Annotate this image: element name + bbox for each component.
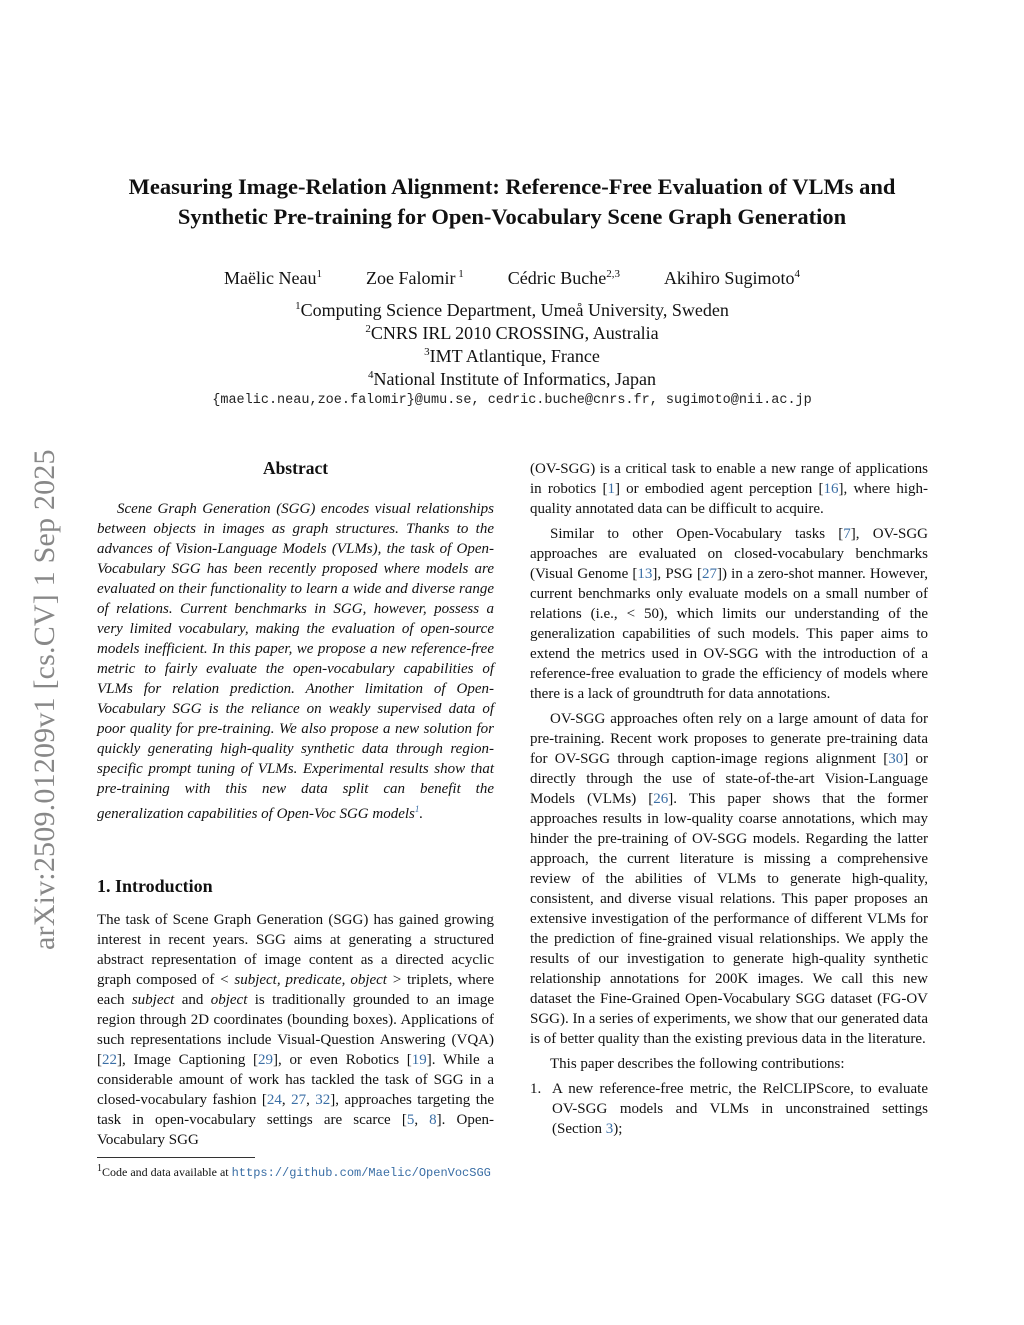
paragraph: Similar to other Open-Vocabulary tasks [7], OV-SGG approaches are evaluated on closed-vocabulary benchmarks (Visual Genome [13], PSG [27]) in a zero-shot manner. However, current benchmarks only evaluate models on a small number of relations (i.e., < 50), which limits our understanding of the generalization capabilities of such models. This paper aims to extend the metrics used in OV-SGG with the introduction of a reference-free evaluation to grade the efficiency of models where there is a lack of groundtruth for data annotations.: [530, 526, 928, 702]
paragraph: This paper describes the following contributions:: [550, 1056, 845, 1072]
citation-link[interactable]: 30: [888, 751, 904, 767]
section-link[interactable]: 3: [605, 1121, 614, 1137]
citation-link[interactable]: 27: [291, 1092, 307, 1108]
citation-link[interactable]: 8: [429, 1112, 437, 1128]
footnote-ref[interactable]: 1: [414, 804, 420, 814]
abstract-body: Scene Graph Generation (SGG) encodes visual relationships between objects in images as graph structures. Thanks to the advances of Vision-Language Models (VLMs), the task of Open-Vocabulary SGG has been recently proposed where models are evaluated on their functionality to learn a wide and diverse range of relations. Current benchmarks in SGG, however, possess a very limited vocabulary, making the evaluation of open-source models inefficient. In this paper, we propose a new reference-free metric to fairly evaluate the open-vocabulary capabilities of VLMs for relation prediction. Another limitation of Open-Vocabulary SGG is the reliance on weakly supervised data of poor quality for pre-training. We also propose a new solution for quickly generating high-quality synthetic data through region-specific prompt tuning of VLMs. Experimental results show that pre-training with this new data split can benefit the generalization capabilities of Open-Voc SGG models$^1$.: [97, 501, 494, 822]
affiliation: $^4$National Institute of Informatics, Japan: [368, 369, 656, 389]
author: Maëlic Neau$^1$: [224, 268, 322, 288]
citation-link[interactable]: 26: [653, 791, 669, 807]
citation-link[interactable]: 7: [843, 526, 851, 542]
citation-link[interactable]: 19: [411, 1052, 427, 1068]
title-line-1: Measuring Image-Relation Alignment: Reference-Free Evaluation of VLMs and: [128, 174, 896, 199]
author: Cédric Buche$^{2,3}$: [507, 268, 620, 288]
affiliation: $^3$IMT Atlantique, France: [424, 346, 600, 366]
affiliation: $^1$Computing Science Department, Umeå University, Sweden: [295, 300, 729, 320]
title-line-2: Synthetic Pre-training for Open-Vocabulary Scene Graph Generation: [177, 204, 847, 229]
arxiv-stamp: arXiv:2509.01209v1 [cs.CV] 1 Sep 2025: [28, 449, 61, 950]
citation-link[interactable]: 22: [102, 1052, 117, 1068]
abstract-heading: Abstract: [262, 458, 329, 478]
citation-link[interactable]: 1: [607, 481, 615, 497]
citation-link[interactable]: 24: [266, 1092, 282, 1108]
citation-link[interactable]: 29: [258, 1052, 274, 1068]
right-column-body: [530, 459, 928, 1139]
paragraph: OV-SGG approaches often rely on a large amount of data for pre-training. Recent work proposes to generate pre-training data for OV-SGG through caption-image regions alignment [30] or directly through the use of state-of-the-art Vision-Language Models (VLMs) [26]. This paper shows that the former approaches results in low-quality coarse annotations, which may hinder the pre-training of OV-SGG models. Regarding the latter approach, the current literature is missing a comprehensive review of the abilities of VLMs to generate high-quality, consistent, and diverse visual relations. This paper proposes an extensive investigation of the performance of different VLMs for the prediction of fine-grained visual relationships. We apply the results of our investigation to generate high-quality synthetic relationship annotations for 200K images. We call this new dataset the Fine-Grained Open-Vocabulary SGG dataset (FG-OV SGG). In a series of experiments, we show that our generated data is of better quality than the existing previous data in the literature.: [530, 711, 928, 1047]
paper-title: [60, 172, 964, 232]
introduction-body: The task of Scene Graph Generation (SGG) has gained growing interest in recent years. SGG aims at generating a structured abstract representation of image content as a directed acyclic graph composed of < subject, predicate, object > triplets, where each subject and object is traditionally grounded to an image region through 2D coordinates (bounding boxes). Applications of such representations include Visual-Question Answering (VQA) [22], Image Captioning [29], or even Robotics [19]. While a considerable amount of work has tackled the task of SGG in a closed-vocabulary fashion [24, 27, 32], approaches targeting the task in open-vocabulary settings are scarce [5, 8]. Open-Vocabulary SGG: [97, 912, 495, 1148]
author: Akihiro Sugimoto$^4$: [663, 268, 800, 288]
section-heading-introduction: 1. Introduction: [97, 876, 213, 896]
contribution-list-item: 1. A new reference-free metric, the RelCLIPScore, to evaluate OV-SGG models and VLMs in unconstrained settings (Section 3);: [530, 1081, 928, 1137]
affiliation: $^2$CNRS IRL 2010 CROSSING, Australia: [365, 323, 659, 343]
citation-link[interactable]: 27: [702, 566, 717, 582]
code-link[interactable]: https://github.com/Maelic/OpenVocSGG: [231, 1166, 491, 1180]
citation-link[interactable]: 16: [823, 481, 839, 497]
author-list: [60, 268, 964, 289]
footnote: $^1$Code and data available at https://github.com/Maelic/OpenVocSGG: [97, 1163, 491, 1180]
author-emails: {maelic.neau,zoe.falomir}@umu.se, cedric.buche@cnrs.fr, sugimoto@nii.ac.jp: [212, 393, 812, 408]
author: Zoe Falomir $^1$: [365, 268, 464, 288]
citation-link[interactable]: 32: [315, 1092, 331, 1108]
paragraph: (OV-SGG) is a critical task to enable a new range of applications in robotics [1] or embodied agent perception [16], where high-quality annotated data can be difficult to acquire.: [530, 461, 928, 517]
citation-link[interactable]: 13: [637, 566, 653, 582]
footnote-rule: [97, 1157, 255, 1158]
citation-link[interactable]: 5: [406, 1112, 415, 1128]
